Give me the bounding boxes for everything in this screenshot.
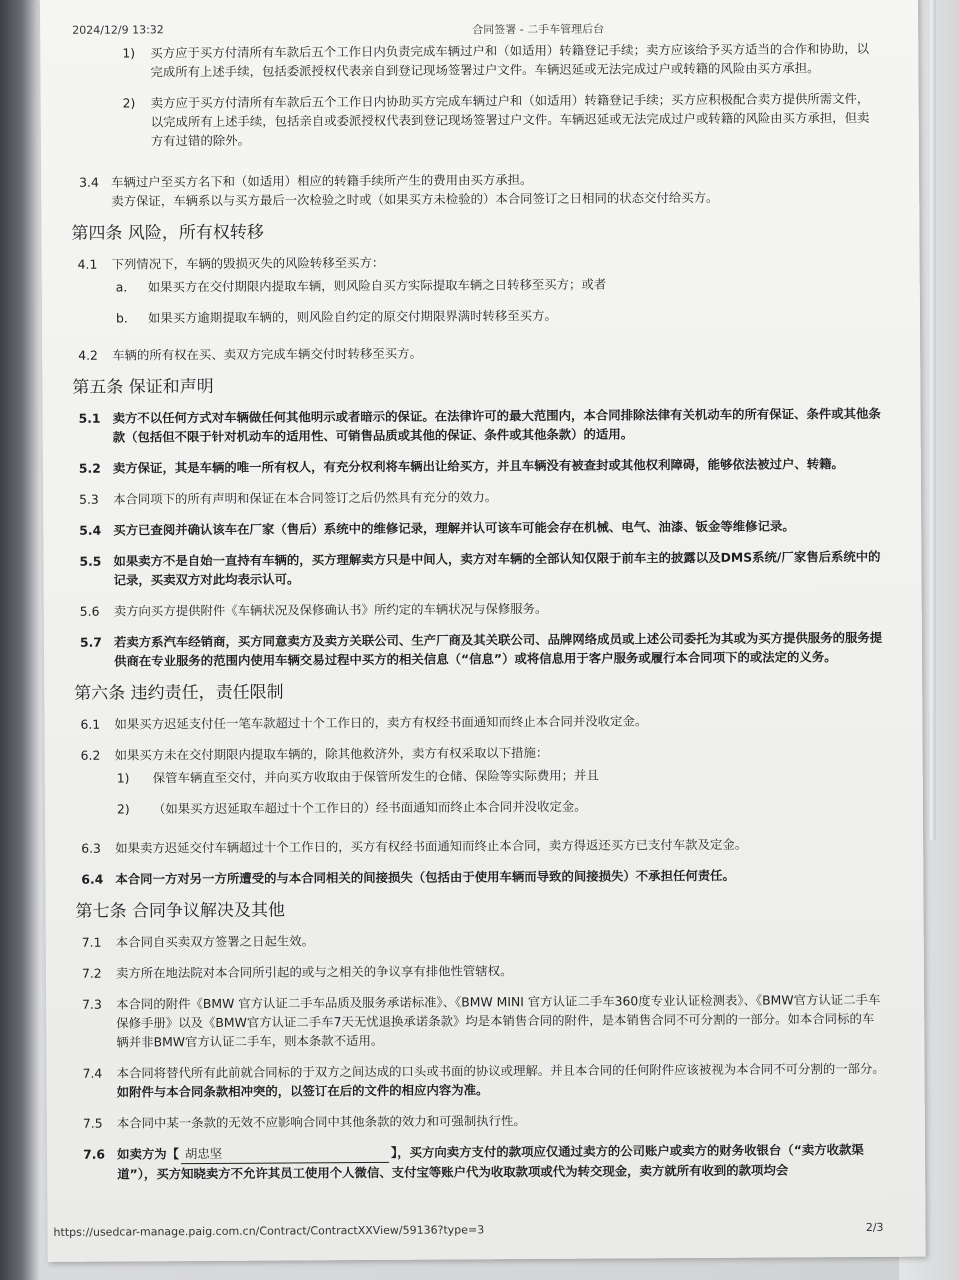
clause-number: 5.4: [79, 522, 102, 538]
plastic-sleeve-edge: [930, 0, 936, 840]
page-number: 2/3: [865, 1220, 884, 1234]
clause-number: 6.4: [81, 871, 104, 887]
clause-number: 7.4: [82, 1065, 103, 1081]
clause-3-4: [71, 168, 881, 211]
clause-text: 本合同自买卖双方签署之日起生效。: [115, 933, 315, 950]
contract-body: [70, 39, 887, 1196]
list-item: [70, 39, 880, 82]
clause-number: 5.2: [78, 460, 101, 476]
clause-number: 6.1: [80, 716, 101, 732]
sub-item-number: 1): [116, 770, 130, 786]
clause-text: 如果卖方不是自始一直持有车辆的，买方理解卖方只是中间人，卖方对车辆的全部认知仅限于前车主的披露以及DMS系统/厂家售后系统中的记录，买卖双方对此均表示认可。: [113, 548, 881, 588]
sub-item-1: [75, 764, 885, 788]
article-5-clauses: [72, 404, 884, 671]
clause-text-plain: 本合同将替代所有此前就合同标的于双方之间达成的口头或书面的协议或理解。并且本合同的任何附件应该被视为本合同不可分割的一部分。: [116, 1060, 885, 1081]
clause-text: 下列情况下，车辆的毁损灭失的风险转移至买方：: [111, 254, 385, 272]
clause-number: 7.1: [81, 934, 102, 950]
clause-number: 6.2: [80, 747, 101, 763]
clause-number: 7.2: [81, 965, 102, 981]
clause-text: 卖方不以任何方式对车辆做任何其他明示或者暗示的保证。在法律许可的最大范围内，本合同排除法律有关机动车的所有保证、条件或其他条款（包括但不限于针对机动车的适用性、可销售品质或其他的保证、条件或其他条款）的适用。: [112, 405, 881, 445]
clause-7-1: [76, 928, 886, 952]
clause-text: 卖方所在地法院对本合同所引起的或与之相关的争议享有排他性管辖权。: [115, 963, 513, 981]
clause-text: 卖方向买方提供附件《车辆状况及保修确认书》所约定的车辆状况与保修服务。: [113, 600, 548, 619]
clause-text: 买方已查阅并确认该车在厂家（售后）系统中的维修记录，理解并认可该车可能会存在机械、电气、油漆、钣金等维修记录。: [113, 518, 795, 538]
clause-6-4: [75, 865, 885, 889]
clause-6-1: [74, 710, 884, 734]
clause-text: 如果买方迟延支付任一笔车款超过十个工作日的，卖方有权经书面通知而终止本合同并没收定金。: [114, 713, 648, 732]
clause-number: 6.3: [81, 840, 101, 856]
clause-text: 本合同的附件《BMW 官方认证二手车品质及服务承诺标准》、《BMW MINI 官方认证二手车360度专业认证检测表》、《BMW官方认证二手车保修手册》以及《BMW官方认证二手车7天无忧退换承诺条款》均是本销售合同的附件，是本销售合同不可分割的一部分。如本合同标的车辆并非BMW官方认证二手车，则本条款不适用。: [116, 991, 881, 1050]
clause-number: 5.3: [79, 491, 99, 507]
clause-text: [116, 1059, 886, 1102]
item-number: 2): [122, 95, 136, 111]
seller-name-field: 胡忠坚: [181, 1143, 389, 1164]
clause-5-3: [73, 485, 883, 509]
clause-7-6: [77, 1140, 887, 1184]
clause-text: 卖方保证，其是车辆的唯一所有权人，有充分权利将车辆出让给买方，并且车辆没有被查封或其他权利障碍，能够依法被过户、转籍。: [112, 456, 844, 476]
clause-text: [117, 1140, 887, 1184]
print-header: [72, 19, 882, 37]
clause-text: 车辆过户至买方名下和（如适用）相应的转籍手续所产生的费用由买方承担。: [111, 171, 533, 190]
clause-5-2: [73, 454, 883, 478]
clause-5-6: [74, 597, 884, 621]
sub-item-b: [72, 304, 882, 328]
print-footer: [53, 1221, 883, 1239]
item-number: 1): [122, 45, 136, 61]
clause-text: 车辆的所有权在买、卖双方完成车辆交付时转移至买方。: [112, 345, 422, 363]
clause-text: 若卖方系汽车经销商，买方同意卖方及卖方关联公司、生产厂商及其关联公司、品牌网络成员或上述公司委托为其或为买方提供服务的服务提供商在专业服务的范围内使用车辆交易过程中买方的相关信息（“信息”）或将信息用于客户服务或履行本合同项下的或法定的义务。: [113, 629, 883, 669]
clause-text-2: 卖方保证，车辆系以与买方最后一次检验之时或（如果买方未检验的）本合同签订之日相同的状态交付给买方。: [111, 189, 719, 209]
sub-item-text: 保管车辆直至交付，并向买方收取由于保管所发生的仓储、保险等实际费用；并且: [152, 767, 599, 786]
sub-item-2: [75, 795, 885, 819]
sub-item-text: 如果买方逾期提取车辆的，则风险自约定的原交付期限界满时转移至买方。: [147, 307, 557, 326]
item-text: 买方应于买方付清所有车款后五个工作日内负责完成车辆过户和（如适用）转籍登记手续；卖方应该给予买方适当的合作和协助，以完成所有上述手续，包括委派授权代表亲自到登记现场签署过户文件。车辆迟延或无法完成过户或转籍的风险由买方承担。: [150, 40, 870, 80]
clause-number: 5.5: [79, 553, 102, 569]
article-7-heading: 第七条 合同争议解决及其他: [75, 900, 286, 922]
contract-page: [40, 0, 926, 1262]
print-title: 合同签署 - 二手车管理后台: [472, 22, 605, 37]
clause-number: 5.6: [79, 603, 100, 619]
page-url: https://usedcar-manage.paig.com.cn/Contract/ContractXXView/59136?type=3: [53, 1223, 485, 1239]
article-4-heading: 第四条 风险，所有权转移: [71, 222, 264, 244]
clause-number: 7.5: [82, 1115, 103, 1131]
sub-item-a: [72, 273, 882, 297]
clause-7-2: [76, 959, 886, 983]
article-6-heading: 第六条 违约责任，责任限制: [74, 682, 284, 704]
clause-4-2: [72, 341, 882, 365]
seller-suffix: 】，买方向卖方支付的款项应仅通过卖方的公司账户或卖方的财务收银台（“卖方收款渠道”），买方知晓卖方不允许其员工使用个人微信、支付宝等账户代为收取款项或代为转交现金，卖方就所有收到的款项均会: [117, 1141, 864, 1182]
sub-item-text: 如果买方在交付期限内提取车辆，则风险自买方实际提取车辆之日转移至买方；或者: [147, 276, 607, 295]
clause-text: 本合同一方对另一方所遭受的与本合同相关的间接损失（包括由于使用车辆而导致的间接损失）不承担任何责任。: [115, 867, 735, 887]
clause-text: 如果买方未在交付期限内提取车辆的，除其他救济外，卖方有权采取以下措施：: [114, 744, 549, 763]
clause-number: 5.7: [79, 634, 102, 650]
sub-item-number: b.: [115, 310, 128, 326]
sub-item-number: a.: [115, 279, 128, 295]
clause-4-1: [72, 250, 882, 274]
clause-number: 4.1: [77, 256, 98, 272]
clause-7-3: [76, 990, 886, 1052]
clause-5-7: [74, 628, 884, 671]
clause-text: 如果卖方迟延交付车辆超过十个工作日的，买方有权经书面通知而终止本合同，卖方得返还买方已支付车款及定金。: [115, 836, 748, 856]
sub-item-text: （如果买方迟延取车超过十个工作日的）经书面通知而终止本合同并没收定金。: [152, 798, 587, 817]
sub-item-number: 2): [116, 801, 130, 817]
clause-text: 本合同中某一条款的无效不应影响合同中其他条款的效力和可强制执行性。: [116, 1113, 526, 1131]
clause-text: 本合同项下的所有声明和保证在本合同签订之后仍然具有充分的效力。: [113, 489, 498, 507]
article-5-heading: 第五条 保证和声明: [72, 376, 214, 398]
clause-7-4: [76, 1059, 886, 1102]
seller-prefix: 如卖方为【: [117, 1146, 180, 1162]
clause-number: 7.3: [82, 996, 102, 1012]
clause-number: 4.2: [78, 347, 98, 363]
clause-6-3: [75, 834, 885, 858]
clause-number: 5.1: [78, 410, 101, 426]
clause-6-2: [75, 741, 885, 765]
clause-5-4: [73, 516, 883, 540]
clause-5-1: [72, 404, 882, 447]
clause-number: 7.6: [83, 1146, 106, 1162]
print-datetime: 2024/12/9 13:32: [72, 23, 164, 37]
clause-7-5: [77, 1109, 887, 1133]
clause-text-bold: 如附件与本合同条款相冲突的，以签订在后的文件的相应内容为准。: [116, 1082, 489, 1100]
list-item: [71, 89, 881, 151]
clause-5-5: [73, 547, 883, 590]
clause-number: 3.4: [79, 174, 99, 190]
item-text: 卖方应于买方付清所有车款后五个工作日内协助买方完成车辆过户和（如适用）转籍登记手续；买方应积极配合卖方提供所需文件，以完成所有上述手续，包括亲自或委派授权代表到登记现场签署过户文件。车辆迟延或无法完成过户或转籍的风险由买方承担，但卖方有过错的除外。: [150, 90, 870, 149]
